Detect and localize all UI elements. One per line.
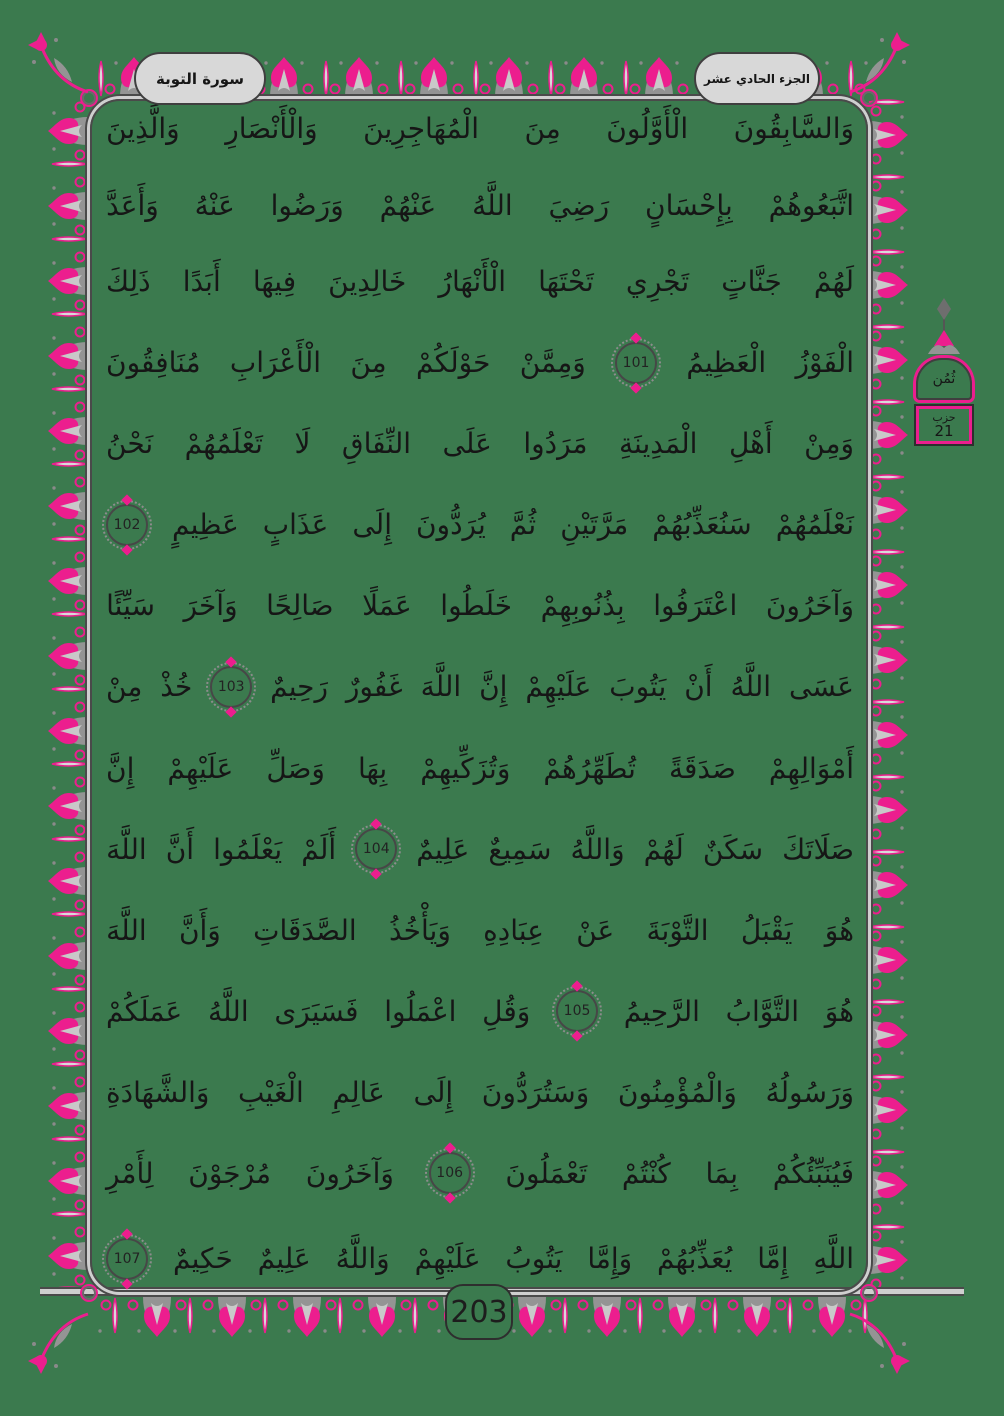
quran-word: أَمْوَالِهِمْ [768, 751, 854, 785]
quran-word: فَسَيَرَى [274, 994, 359, 1028]
quran-lines [106, 112, 854, 1280]
quran-word: إِلَى [413, 1075, 454, 1109]
page-number: 203 [450, 1294, 508, 1330]
quran-word: نَحْنُ [106, 427, 154, 461]
quran-word: عَلَيْهِمْ [414, 1242, 481, 1276]
quran-word: أَنْ [684, 670, 713, 704]
quran-word: أَنَّ [165, 832, 195, 866]
quran-word: عَنْهُمْ [379, 188, 437, 222]
quran-word: تُطَهِّرُهُمْ [543, 751, 636, 785]
quran-word: وَمِمَّنْ [519, 346, 586, 380]
quran-word: عَذَابٍ [262, 508, 329, 542]
quran-word: وَقُلِ [482, 994, 531, 1028]
aya-marker: 102 [106, 504, 148, 546]
hizb-marker [908, 296, 978, 446]
quran-word: إِنَّ [106, 751, 135, 785]
quran-word: الْمَدِينَةِ [619, 427, 698, 461]
quran-word: مِنْ [106, 670, 143, 704]
corner-flourish-icon [26, 1310, 92, 1376]
quran-line [106, 189, 854, 222]
quran-word: إِمَّا [757, 1242, 789, 1276]
quran-word: وَمِنْ [804, 427, 854, 461]
quran-word: النِّفَاقِ [341, 427, 412, 461]
border-ornament-right [868, 97, 914, 1294]
quran-line [106, 589, 854, 622]
quran-word: بِهَا [357, 751, 388, 785]
quran-word: وَالْمُؤْمِنُونَ [617, 1075, 737, 1109]
quran-word: وَإِمَّا [587, 1242, 633, 1276]
quran-word: كُنْتُمْ [621, 1156, 671, 1190]
quran-line [106, 265, 854, 298]
quran-word: أَلَمْ [301, 832, 337, 866]
quran-word: بِذُنُوبِهِمْ [540, 589, 625, 623]
quran-word: وَصَلِّ [266, 751, 325, 785]
quran-word: وَأَنَّ [178, 913, 221, 947]
quran-word: يُرَدُّونَ [415, 508, 486, 542]
quran-word: بِإِحْسَانٍ [645, 188, 733, 222]
quran-word: يَعْلَمُوا [213, 832, 283, 866]
hizb-word-label: حزب [932, 410, 956, 424]
quran-word: غَفُورٌ [345, 670, 403, 704]
quran-line [106, 914, 854, 947]
aya-marker: 105 [556, 990, 598, 1032]
quran-word: عِبَادِهِ [483, 913, 544, 947]
hizb-box [914, 404, 974, 446]
quran-word: سَكَنٌ [702, 832, 764, 866]
aya-marker: 107 [106, 1238, 148, 1280]
quran-word: لِأَمْرِ [106, 1156, 154, 1190]
quran-word: رَضِيَ [548, 188, 610, 222]
quran-word: ثُمَّ [509, 508, 537, 542]
quran-word: وَالسَّابِقُونَ [733, 112, 854, 145]
quran-word: عَالِمِ [332, 1075, 385, 1109]
quran-word: التَّوْبَةَ [646, 913, 709, 947]
quran-word: صَدَقَةً [668, 751, 736, 785]
quran-word: أَهْلِ [728, 427, 773, 461]
quran-line [106, 666, 854, 708]
quran-word: التَّوَّابُ [725, 994, 800, 1028]
quran-word: الصَّدَقَاتِ [253, 913, 357, 947]
quran-word: إِنَّ [479, 670, 508, 704]
quran-line [106, 342, 854, 384]
quran-word: ذَلِكَ [106, 265, 151, 299]
quran-word: خُذْ [160, 670, 193, 704]
quran-word: لَا [294, 427, 311, 461]
quran-word: اللَّهُ [472, 188, 513, 222]
quran-word: مُرْجَوْنَ [188, 1156, 272, 1190]
corner-ring-icon [860, 1284, 878, 1302]
quran-word: الْفَوْزُ [795, 346, 854, 380]
quran-line [106, 1076, 854, 1109]
quran-word: سَمِيعٌ [488, 832, 552, 866]
quran-word: وَاللَّهُ [335, 1242, 390, 1276]
quran-word: أَبَدًا [182, 265, 221, 299]
quran-word: صَالِحًا [266, 589, 334, 623]
quran-word: عَمَلَكُمْ [106, 994, 183, 1028]
quran-word: صَلَاتَكَ [782, 832, 854, 866]
surah-name-label: سورة التوبة [156, 69, 244, 88]
quran-word: الْمُهَاجِرِينَ [363, 112, 479, 145]
aya-marker: 103 [210, 666, 252, 708]
quran-word: تَحْتَهَا [538, 265, 594, 299]
quran-word: سَنُعَذِّبُهُمْ [652, 508, 752, 542]
quran-word: لَهُمْ [643, 832, 684, 866]
quran-word: الْأَعْرَابِ [229, 346, 322, 380]
quran-word: الْعَظِيمُ [686, 346, 767, 380]
corner-flourish-icon [26, 30, 92, 96]
quran-word: الْغَيْبِ [238, 1075, 304, 1109]
quran-word: رَحِيمٌ [270, 670, 328, 704]
aya-marker: 104 [355, 828, 397, 870]
quran-word: حَكِيمٌ [172, 1242, 233, 1276]
quran-word: فِيهَا [252, 265, 297, 299]
quran-word: مَرَّتَيْنِ [560, 508, 629, 542]
quran-line [106, 1152, 854, 1194]
hizb-dome [916, 358, 972, 400]
hizb-finial-icon [908, 296, 978, 358]
corner-flourish-icon [846, 1310, 912, 1376]
quran-word: سَيِّئًا [106, 589, 155, 623]
quran-word: وَالْأَنْصَارِ [225, 112, 318, 145]
quran-word: نَعْلَمُهُمْ [775, 508, 854, 542]
quran-word: عَنْهُ [194, 188, 235, 222]
quran-line [106, 112, 854, 145]
quran-word: اعْتَرَفُوا [653, 589, 738, 623]
quran-word: مِنَ [350, 346, 387, 380]
quran-line [106, 1238, 854, 1280]
hizb-fraction-label: ثُمُن [932, 371, 956, 387]
quran-word: هُوَ [824, 994, 854, 1028]
quran-word: وَيَأْخُذُ [388, 913, 451, 947]
quran-word: يَقْبَلُ [740, 913, 793, 947]
quran-word: اللَّهُ [208, 994, 249, 1028]
quran-word: اللَّهُ [730, 670, 772, 704]
quran-word: وَآخَرُونَ [765, 589, 854, 623]
surah-name-cartouche [134, 52, 266, 105]
quran-word: اعْمَلُوا [384, 994, 457, 1028]
quran-word: تَعْلَمُهُمْ [184, 427, 263, 461]
quran-word: تَعْمَلُونَ [505, 1156, 588, 1190]
quran-word: عَلَى [442, 427, 492, 461]
quran-word: مَرَدُوا [523, 427, 588, 461]
quran-word: هُوَ [824, 913, 854, 947]
quran-word: حَوْلَكُمْ [415, 346, 491, 380]
quran-line [106, 752, 854, 785]
quran-word: وَآخَرَ [183, 589, 238, 623]
quran-word: وَتُزَكِّيهِمْ [420, 751, 511, 785]
quran-word: يَتُوبُ [505, 1242, 563, 1276]
hizb-number-label: 21 [934, 421, 954, 440]
quran-word: فَيُنَبِّئُكُمْ [772, 1156, 854, 1190]
quran-word: عَسَى [788, 670, 854, 704]
quran-word: وَالشَّهَادَةِ [106, 1075, 210, 1109]
quran-word: وَأَعَدَّ [106, 188, 159, 222]
quran-word: عَلِيمٌ [257, 1242, 311, 1276]
quran-word: اتَّبَعُوهُمْ [768, 188, 854, 222]
quran-word: عَلَيْهِمْ [167, 751, 234, 785]
corner-ring-icon [80, 1284, 98, 1302]
quran-word: وَرَضُوا [270, 188, 344, 222]
quran-word: عَمَلًا [362, 589, 412, 623]
quran-word: خَلَطُوا [440, 589, 513, 623]
quran-word: عَلَيْهِمْ [525, 670, 592, 704]
quran-word: اللَّهِ [813, 1242, 854, 1276]
quran-word: مِنَ [524, 112, 561, 145]
quran-word: اللَّهَ [420, 670, 462, 704]
quran-line [106, 990, 854, 1032]
quran-line [106, 504, 854, 546]
quran-word: مُنَافِقُونَ [106, 346, 201, 380]
quran-word: عَظِيمٍ [172, 508, 239, 542]
juz-name-label: الجزء الحادي عشر [703, 71, 811, 86]
border-ornament-left [42, 97, 88, 1294]
quran-word: لَهُمْ [813, 265, 854, 299]
quran-word: الْأَوَّلُونَ [606, 112, 689, 145]
quran-word: جَنَّاتٍ [721, 265, 782, 299]
page-number-badge [445, 1284, 513, 1340]
quran-word: وَاللَّهُ [570, 832, 625, 866]
quran-word: الْأَنْهَارُ [438, 265, 507, 299]
quran-word: خَالِدِينَ [328, 265, 407, 299]
quran-word: عَلِيمٌ [416, 832, 470, 866]
aya-marker: 106 [429, 1152, 471, 1194]
quran-word: اللَّهَ [106, 832, 147, 866]
quran-word: وَآخَرُونَ [305, 1156, 394, 1190]
quran-word: يُعَذِّبُهُمْ [657, 1242, 733, 1276]
quran-word: بِمَا [705, 1156, 738, 1190]
quran-word: اللَّهَ [106, 913, 147, 947]
quran-word: الرَّحِيمُ [623, 994, 700, 1028]
quran-word: يَتُوبَ [609, 670, 667, 704]
quran-word: وَالَّذِينَ [106, 112, 180, 145]
aya-marker: 101 [615, 342, 657, 384]
corner-flourish-icon [846, 30, 912, 96]
quran-word: وَسَتُرَدُّونَ [481, 1075, 590, 1109]
juz-name-cartouche [694, 52, 820, 105]
quran-word: إِلَى [352, 508, 392, 542]
quran-word: تَجْرِي [625, 265, 690, 299]
quran-line [106, 427, 854, 460]
quran-word: عَنْ [576, 913, 615, 947]
quran-line [106, 828, 854, 870]
quran-word: وَرَسُولُهُ [765, 1075, 854, 1109]
